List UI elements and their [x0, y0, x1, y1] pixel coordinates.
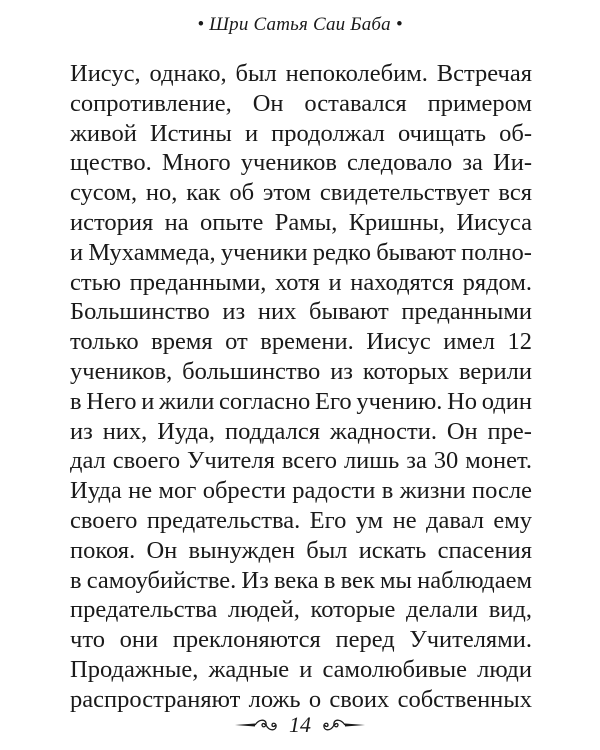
text-line — [70, 417, 532, 447]
word: ложь — [248, 685, 301, 713]
text-line — [70, 297, 532, 327]
word: этом — [262, 179, 312, 207]
word: века — [273, 566, 319, 594]
text-line — [70, 595, 532, 625]
word: людей, — [227, 596, 300, 624]
word: всего — [281, 447, 338, 475]
text-line — [70, 685, 532, 715]
word: Иуда, — [157, 417, 216, 445]
word: искать — [358, 536, 427, 564]
word: Учителя — [187, 447, 275, 475]
word: в — [70, 566, 82, 594]
word: находятся — [350, 268, 454, 296]
word: своего — [70, 506, 138, 534]
text-line — [70, 357, 532, 387]
word: непоколебим. — [285, 60, 428, 87]
word: вынужден — [188, 536, 295, 564]
word: люди — [477, 655, 532, 683]
word: Иисус, — [70, 60, 141, 87]
word: них — [257, 298, 297, 326]
running-header: • Шри Сатья Саи Баба • — [197, 14, 403, 35]
word: Учителями. — [409, 626, 532, 654]
word: хотя — [274, 268, 320, 296]
word: в — [70, 387, 82, 415]
word: лишь — [343, 447, 400, 475]
word: Иисуса — [456, 208, 532, 236]
word: из — [70, 417, 93, 445]
word: бывают — [309, 298, 389, 326]
word: учению. — [356, 387, 443, 415]
word: и — [70, 238, 84, 266]
word: своего — [112, 447, 181, 475]
word: в — [381, 477, 394, 505]
text-line — [70, 178, 532, 208]
word: сусом, — [70, 179, 138, 207]
word: ум — [355, 506, 384, 534]
word: и — [244, 119, 259, 147]
text-line — [70, 89, 532, 119]
word: них, — [102, 417, 148, 445]
word: время — [151, 328, 213, 356]
word: преданными, — [129, 268, 267, 296]
word: поддался — [224, 417, 320, 445]
word: бывают — [376, 238, 456, 266]
word: имел — [443, 328, 495, 356]
word: Встречая — [436, 60, 532, 87]
word: ему — [493, 506, 532, 534]
word: Иуда — [70, 477, 122, 505]
word: и — [299, 655, 313, 683]
text-line — [70, 446, 532, 476]
word: жадности. — [329, 417, 437, 445]
word: предательства. — [146, 506, 301, 534]
word: свидетельствует — [319, 179, 490, 207]
text-line — [70, 268, 532, 298]
word: полно- — [461, 238, 532, 266]
word: давал — [426, 506, 484, 534]
word: самоубийстве. — [86, 566, 237, 594]
word: но, — [145, 179, 178, 207]
word: Его — [309, 506, 347, 534]
word: они — [119, 626, 159, 654]
word: Кришны, — [348, 208, 445, 236]
word: делали — [406, 596, 479, 624]
word: Рамы, — [274, 208, 338, 236]
text-line — [70, 476, 532, 506]
text-line — [70, 506, 532, 536]
word: один — [481, 387, 532, 415]
word: о — [308, 685, 322, 713]
word: жадные — [208, 655, 290, 683]
text-line — [70, 327, 532, 357]
word: на — [164, 208, 189, 236]
word: рядом. — [462, 268, 532, 296]
text-line — [70, 148, 532, 178]
word: Он — [446, 417, 478, 445]
word: щество. — [70, 149, 152, 177]
body-text — [70, 59, 532, 715]
word: собственных — [397, 685, 532, 713]
word: от — [225, 328, 248, 356]
word: не — [128, 477, 153, 505]
word: оставался — [304, 89, 407, 117]
text-line — [70, 655, 532, 685]
word: жизни — [399, 477, 466, 505]
word: не — [392, 506, 417, 534]
word: очищать — [398, 119, 487, 147]
word: об- — [499, 119, 532, 147]
word: Но — [447, 387, 478, 415]
word: самолюбивые — [322, 655, 467, 683]
word: был — [306, 536, 348, 564]
word: история — [70, 208, 154, 236]
word: Истины — [149, 119, 232, 147]
word: только — [70, 328, 139, 356]
word: опыте — [199, 208, 264, 236]
text-line — [70, 625, 532, 655]
word: своих — [329, 685, 390, 713]
word: согласно — [219, 387, 311, 415]
word: мы — [379, 566, 412, 594]
word: ученики — [220, 238, 308, 266]
word: Продажные, — [70, 655, 199, 683]
word: Он — [252, 89, 284, 117]
word: Его — [314, 387, 352, 415]
word: покоя. — [70, 536, 136, 564]
page-footer — [0, 712, 600, 738]
word: сопротивление, — [70, 89, 232, 117]
word: после — [472, 477, 532, 505]
word: Иисус — [366, 328, 431, 356]
word: вид, — [488, 596, 532, 624]
word: 30 — [433, 447, 459, 475]
word: большинство — [182, 357, 321, 385]
text-line — [70, 536, 532, 566]
word: наблюдаем — [417, 566, 532, 594]
text-line — [70, 208, 532, 238]
word: дал — [70, 447, 106, 475]
word: и — [328, 268, 342, 296]
right-ornament-icon — [321, 718, 367, 732]
word: которые — [310, 596, 396, 624]
text-line — [70, 119, 532, 149]
word: преклоняются — [172, 626, 321, 654]
word: в — [323, 566, 336, 594]
word: радости — [292, 477, 376, 505]
word: 12 — [507, 328, 532, 356]
word: Мухаммеда, — [88, 238, 216, 266]
word: Него — [86, 387, 137, 415]
word: предательства — [70, 596, 218, 624]
word: стью — [70, 268, 122, 296]
word: примером — [427, 89, 532, 117]
text-line — [70, 59, 532, 89]
word: Ии- — [493, 149, 532, 177]
word: перед — [335, 626, 395, 654]
page-number: 14 — [289, 712, 311, 737]
word: из — [330, 357, 353, 385]
word: Много — [161, 149, 231, 177]
word: век — [340, 566, 375, 594]
word: что — [70, 626, 105, 654]
word: времени. — [260, 328, 354, 356]
word: которых — [362, 357, 450, 385]
word: монет. — [465, 447, 532, 475]
word: верили — [458, 357, 532, 385]
word: был — [235, 60, 277, 87]
word: распространяют — [70, 685, 241, 713]
word: учеников — [240, 149, 337, 177]
text-line — [70, 566, 532, 596]
text-line — [70, 387, 532, 417]
word: спасения — [437, 536, 532, 564]
word: редко — [312, 238, 371, 266]
word: Большинство — [70, 298, 210, 326]
word: пре- — [487, 417, 532, 445]
word: об — [229, 179, 255, 207]
word: за — [406, 447, 427, 475]
word: Он — [146, 536, 178, 564]
word: следовало — [347, 149, 453, 177]
word: и — [141, 387, 155, 415]
word: Из — [241, 566, 269, 594]
word: вся — [498, 179, 532, 207]
word: обрести — [202, 477, 286, 505]
text-line — [70, 238, 532, 268]
word: жили — [158, 387, 215, 415]
word: продолжал — [271, 119, 385, 147]
word: из — [222, 298, 246, 326]
left-ornament-icon — [233, 718, 279, 732]
word: мог — [158, 477, 197, 505]
word: как — [186, 179, 221, 207]
word: живой — [70, 119, 137, 147]
word: однако, — [149, 60, 227, 87]
word: учеников, — [70, 357, 173, 385]
word: преданными — [401, 298, 532, 326]
word: за — [462, 149, 483, 177]
